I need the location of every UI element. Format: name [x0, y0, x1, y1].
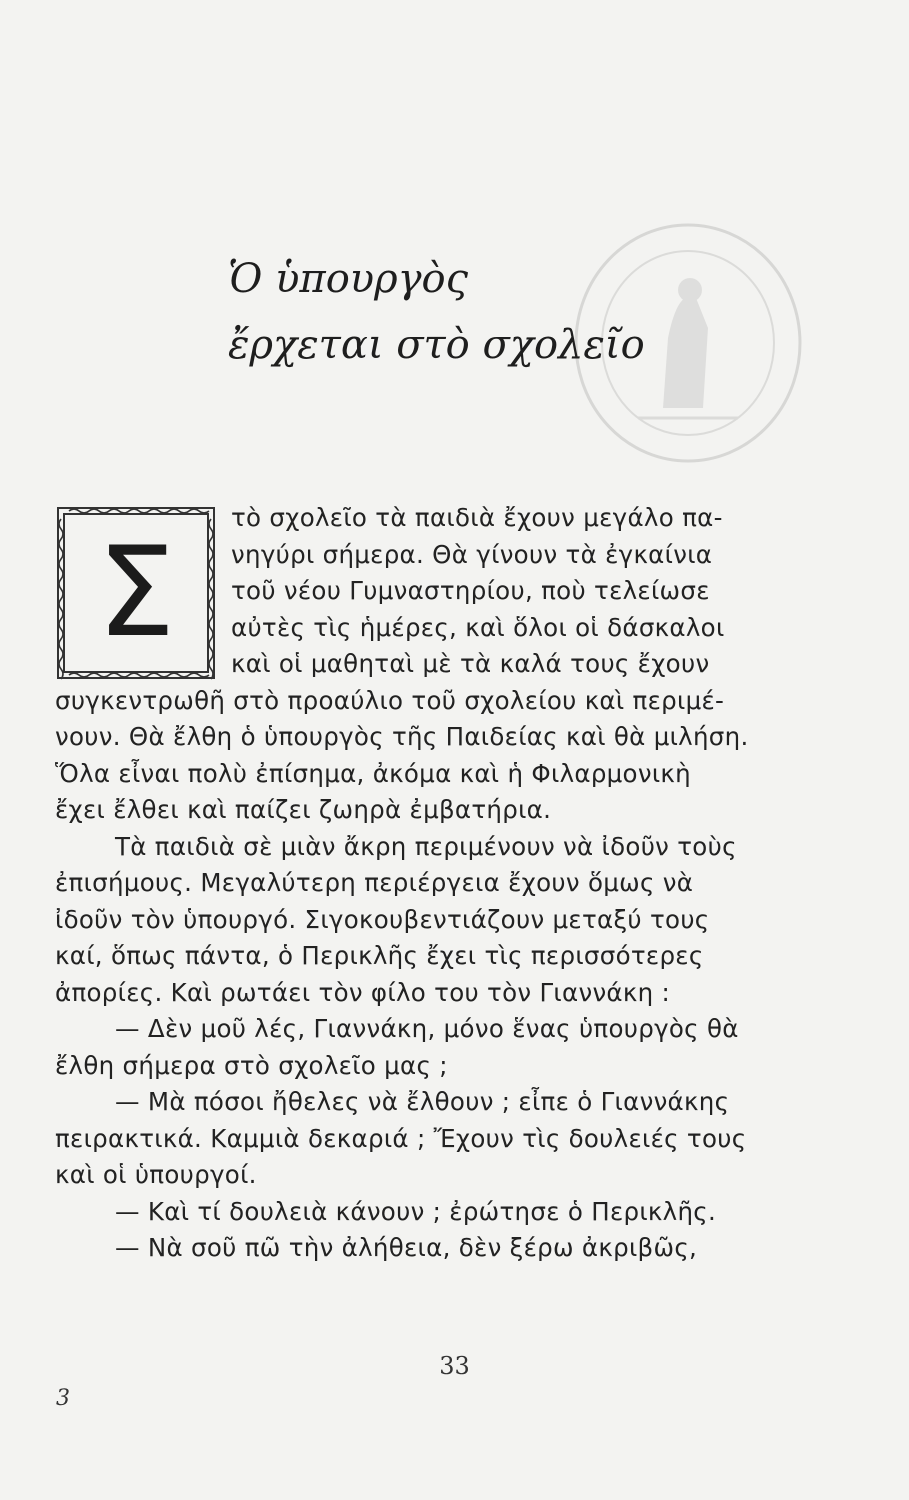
text-line: τοῦ νέου Γυμναστηρίου, ποὺ τελείωσε: [231, 576, 710, 605]
text-line: — Καὶ τί δουλειὰ κάνουν ; ἐρώτησε ὁ Περικλῆς.: [115, 1196, 717, 1226]
text-line: καὶ οἱ ὑπουργοί.: [55, 1160, 257, 1189]
text-line: — Νὰ σοῦ πῶ τὴν ἀλήθεια, δὲν ξέρω ἀκριβῶς,: [115, 1233, 698, 1262]
text-line: Ὅλα εἶναι πολὺ ἐπίσημα, ἀκόμα καὶ ἡ Φιλαρμονικὴ: [55, 758, 691, 788]
text-line: Τὰ παιδιὰ σὲ μιὰν ἄκρη περιμένουν νὰ ἰδοῦν τοὺς: [115, 831, 737, 861]
signature-mark: 3: [56, 1386, 70, 1411]
text-line: πειρακτικά. Καμμιὰ δεκαριά ; Ἔχουν τὶς δουλειές τους: [55, 1123, 747, 1153]
text-line: καὶ οἱ μαθηταὶ μὲ τὰ καλά τους ἔχουν: [231, 649, 710, 678]
text-line: τὸ σχολεῖο τὰ παιδιὰ ἔχουν μεγάλο πα-: [231, 503, 723, 532]
page-number: 33: [439, 1352, 470, 1380]
chapter-title-line-2: ἔρχεται στὸ σχολεῖο: [228, 322, 645, 368]
chapter-title-line-1: Ὁ ὑπουργὸς: [228, 256, 468, 302]
text-line: καί, ὅπως πάντα, ὁ Περικλῆς ἔχει τὶς περισσότερες: [55, 941, 704, 970]
text-line: συγκεντρωθῆ στὸ προαύλιο τοῦ σχολείου καὶ περιμέ-: [55, 685, 725, 715]
text-line: αὐτὲς τὶς ἡμέρες, καὶ ὅλοι οἱ δάσκαλοι: [231, 612, 725, 642]
text-line: — Μὰ πόσοι ἤθελες νὰ ἔλθουν ; εἶπε ὁ Γιαννάκης: [115, 1087, 730, 1116]
text-line: ἔλθη σήμερα στὸ σχολεῖο μας ;: [55, 1050, 448, 1080]
body-text: [55, 500, 795, 1267]
text-line: ἰδοῦν τὸν ὑπουργό. Σιγοκουβεντιάζουν μεταξύ τους: [55, 904, 710, 934]
drop-cap-letter: Σ: [96, 521, 176, 665]
text-line: ἀπορίες. Καὶ ρωτάει τὸν φίλο του τὸν Γιαννάκη :: [55, 977, 671, 1007]
text-line: ἐπισήμους. Μεγαλύτερη περιέργεια ἔχουν ὅμως νὰ: [55, 868, 694, 897]
text-line: — Δὲν μοῦ λές, Γιαννάκη, μόνο ἕνας ὑπουργὸς θὰ: [115, 1014, 739, 1043]
text-line: ἔχει ἔλθει καὶ παίζει ζωηρὰ ἐμβατήρια.: [55, 795, 552, 824]
text-line: νουν. Θὰ ἔλθη ὁ ὑπουργὸς τῆς Παιδείας καὶ θὰ μιλήση.: [55, 722, 749, 751]
text-line: νηγύρι σήμερα. Θὰ γίνουν τὰ ἐγκαίνια: [231, 539, 713, 569]
